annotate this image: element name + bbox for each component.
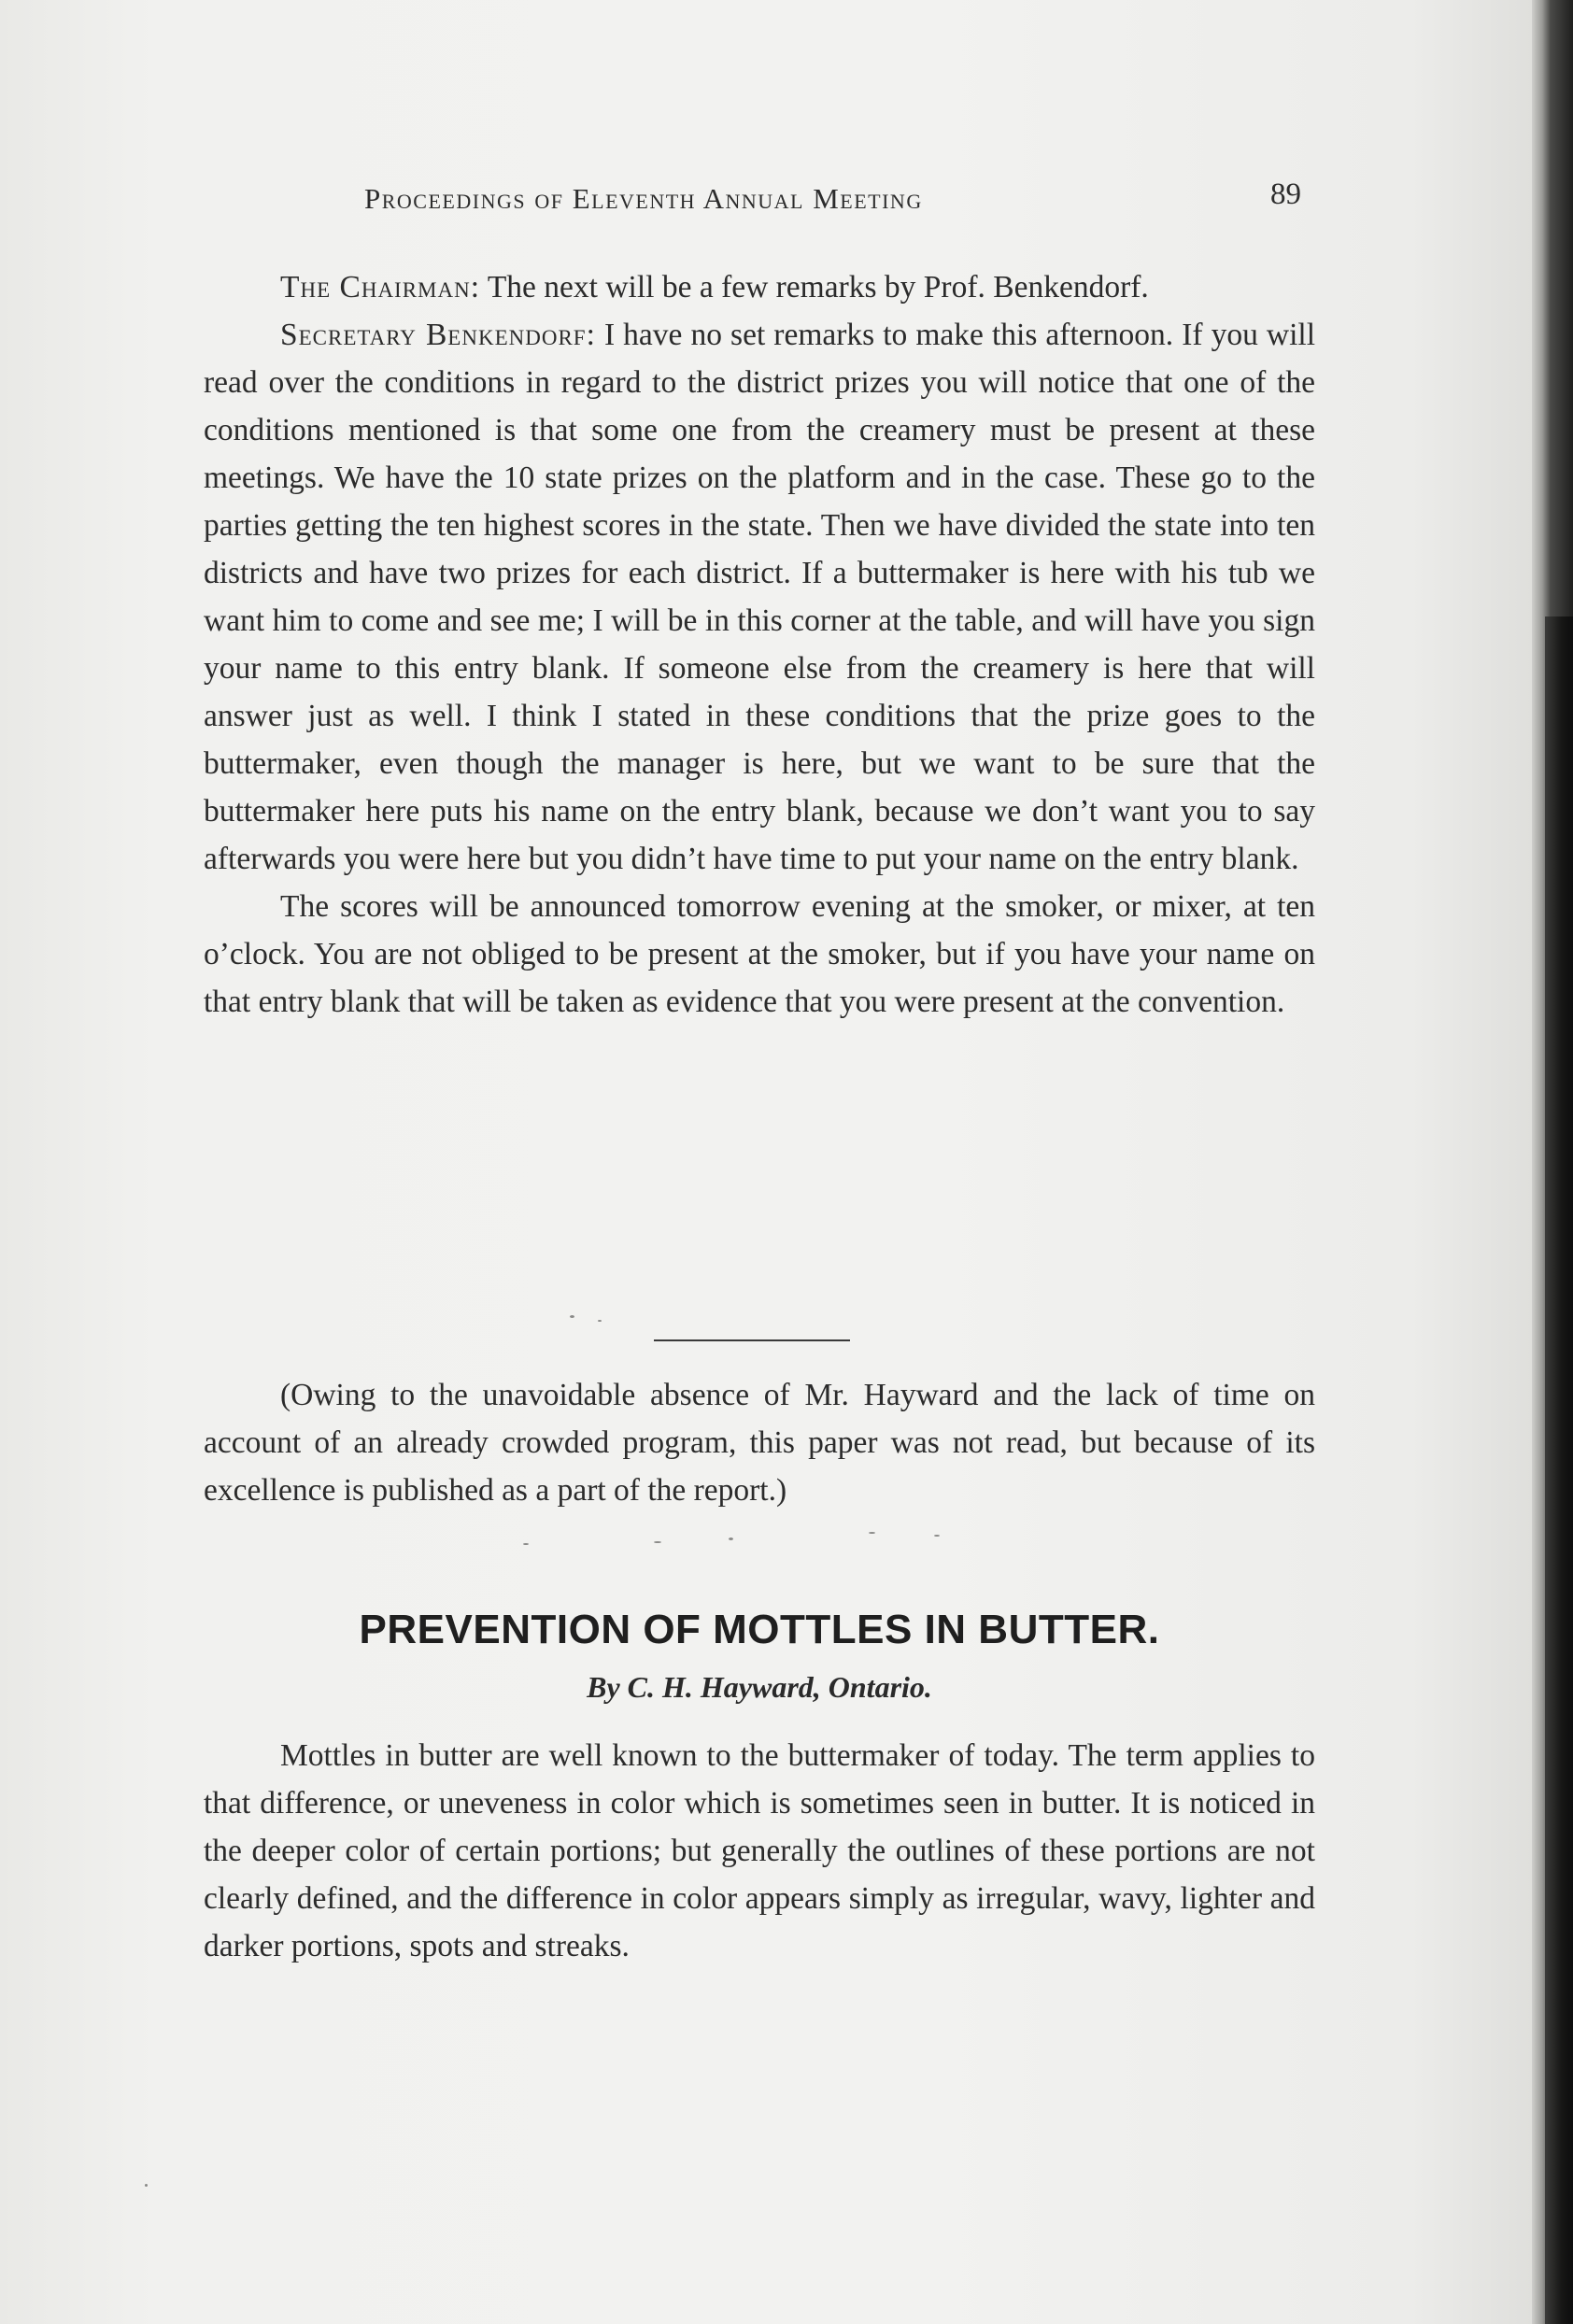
running-title: Proceedings of Eleventh Annual Meeting xyxy=(364,182,923,215)
scan-speck xyxy=(654,1541,661,1543)
scan-speck xyxy=(729,1538,733,1540)
editorial-note xyxy=(204,1371,1315,1514)
scan-speck xyxy=(934,1535,940,1537)
speaker-label: Secretary Benkendorf: xyxy=(280,318,596,352)
paragraph-text: The next will be a few remarks by Prof. Benkendorf. xyxy=(487,270,1149,305)
paragraph-text: I have no set remarks to make this afternoon. If you will read over the conditions in regard to the district prizes you will notice that one of the conditions mentioned is that some one from the creamery must be present at these meetings. We have the 10 state prizes on the platform and in the case. These go to the parties getting the ten highest scores in the state. Then we have divided the state into ten districts and have two prizes for each district. If a buttermaker is here with his tub we want him to come and see me; I will be in this corner at the table, and will have you sign your name to this entry blank. If someone else from the creamery is here that will answer just as well. I think I stated in these conditions that the prize goes to the buttermaker, even though the manager is here, but we want to be sure that the buttermaker here puts his name on the entry blank, because we don’t want you to say afterwards you were here but you didn’t have time to put your name on the entry blank. xyxy=(204,318,1316,876)
section-divider xyxy=(654,1339,850,1341)
article-paragraph: Mottles in butter are well known to the buttermaker of today. The term applies to that difference, or uneveness in color which is sometimes seen in butter. It is noticed in the deeper color of certain portions; but generally the outlines of these portions are not clearly defined, and the difference in color appears simply as irregular, wavy, lighter and darker portions, spots and streaks. xyxy=(204,1738,1315,1963)
article-byline: By C. H. Hayward, Ontario. xyxy=(587,1670,932,1704)
scan-speck xyxy=(598,1320,602,1322)
paragraph-text: The scores will be announced tomorrow evening at the smoker, or mixer, at ten o’clock. You are not obliged to be present at the smoker, but if you have your name on that entry blank that will be taken as evidence that you were present at the convention. xyxy=(204,889,1315,1019)
note-paragraph: (Owing to the unavoidable absence of Mr. Hayward and the lack of time on account of an already crowded program, this paper was not read, but because of its excellence is published as a part of the report.) xyxy=(204,1378,1315,1508)
speaker-label: The Chairman: xyxy=(280,270,481,305)
discussion-paragraph xyxy=(204,311,1315,883)
scan-speck xyxy=(523,1543,529,1545)
discussion-section xyxy=(204,263,1315,1026)
page-number: 89 xyxy=(1270,177,1301,211)
discussion-paragraph xyxy=(204,883,1315,1026)
article-title: PREVENTION OF MOTTLES IN BUTTER. xyxy=(359,1607,1160,1652)
scan-speck xyxy=(145,2184,148,2187)
article-body xyxy=(204,1732,1315,1970)
scan-speck xyxy=(869,1532,875,1534)
book-spine-dark xyxy=(1545,616,1573,2324)
scan-speck xyxy=(570,1315,574,1318)
discussion-paragraph xyxy=(204,263,1315,311)
